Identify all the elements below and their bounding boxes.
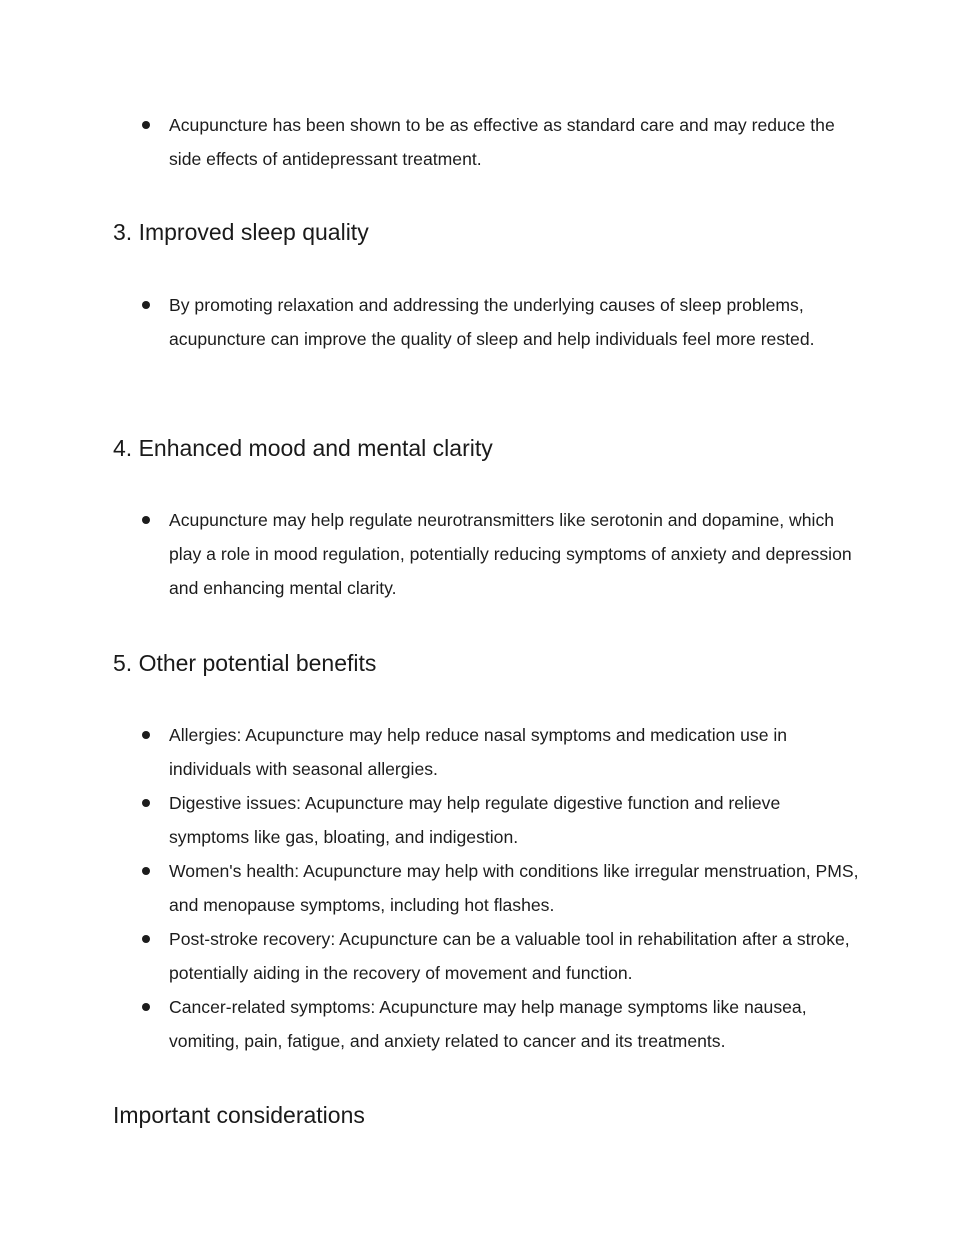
heading-mood-clarity: 4. Enhanced mood and mental clarity	[113, 435, 493, 461]
bullet-list-depression	[0, 108, 960, 176]
bullet-dot	[142, 799, 150, 807]
bullet-list-mood	[0, 503, 960, 605]
list-item	[0, 786, 960, 854]
heading-other-benefits: 5. Other potential benefits	[113, 650, 377, 676]
bullet-dot	[142, 1003, 150, 1011]
list-item-text: Acupuncture may help regulate neurotransmitters like serotonin and dopamine, which play a role in mood regulation, potentially reducing symptoms of anxiety and depression and enhancing mental clarity.	[169, 510, 852, 598]
list-item	[0, 288, 960, 356]
bullet-dot	[142, 516, 150, 524]
list-item	[0, 503, 960, 605]
list-item	[0, 990, 960, 1058]
list-item-text: Acupuncture has been shown to be as effective as standard care and may reduce the side effects of antidepressant treatment.	[169, 115, 835, 169]
list-item-text: By promoting relaxation and addressing the underlying causes of sleep problems, acupuncture can improve the quality of sleep and help individuals feel more rested.	[169, 295, 815, 349]
list-item-text: Post-stroke recovery: Acupuncture can be a valuable tool in rehabilitation after a stroke, potentially aiding in the recovery of movement and function.	[169, 929, 850, 983]
bullet-dot	[142, 731, 150, 739]
heading-sleep-quality: 3. Improved sleep quality	[113, 219, 369, 245]
bullet-dot	[142, 935, 150, 943]
list-item-text: Digestive issues: Acupuncture may help regulate digestive function and relieve symptoms like gas, bloating, and indigestion.	[169, 793, 781, 847]
list-item-text: Women's health: Acupuncture may help with conditions like irregular menstruation, PMS, and menopause symptoms, including hot flashes.	[169, 861, 859, 915]
bullet-dot	[142, 121, 150, 129]
list-item-text: Allergies: Acupuncture may help reduce nasal symptoms and medication use in individuals with seasonal allergies.	[169, 725, 788, 779]
list-item	[0, 922, 960, 990]
bullet-list-sleep	[0, 288, 960, 356]
bullet-list-other-benefits	[0, 718, 960, 1058]
heading-important-considerations: Important considerations	[113, 1102, 365, 1128]
bullet-dot	[142, 867, 150, 875]
bullet-dot	[142, 301, 150, 309]
list-item	[0, 854, 960, 922]
list-item	[0, 718, 960, 786]
list-item-text: Cancer-related symptoms: Acupuncture may help manage symptoms like nausea, vomiting, pain, fatigue, and anxiety related to cancer and its treatments.	[169, 997, 807, 1051]
list-item	[0, 108, 960, 176]
